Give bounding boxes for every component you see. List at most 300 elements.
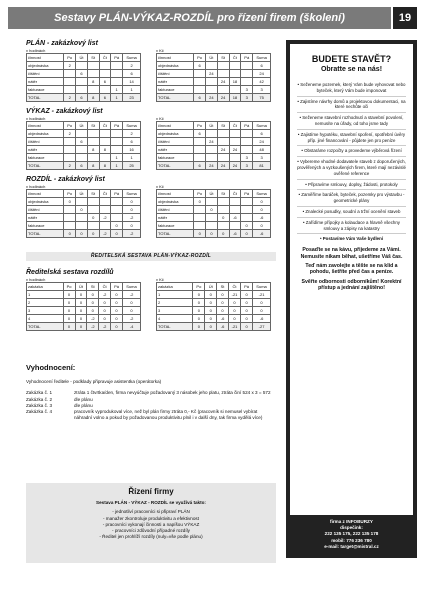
table-cell: 1 [123,154,141,162]
table-cell [111,146,123,154]
table-cell [64,206,76,214]
table-cell [217,86,229,94]
service-item: • Seženeme pozemek, který Vám bude vyhovovat nebo byteček, který Vám bude imponovat [297,80,406,97]
table-cell: 0 [64,198,76,206]
table-cell: 0 [228,315,240,323]
table-cell: 0 [253,206,271,214]
reditelska-table-czk [156,282,271,331]
advert-header [290,44,413,74]
reditelska-section [26,269,271,331]
table-cell [229,70,241,78]
vyhodnoceni-intro: Vyhodnocení ředitele - podklady připravuje asistentka (operátorka) [26,379,162,384]
table-cell: činnost [157,190,194,198]
table-cell: Po [64,122,76,130]
vykaz-section [26,108,271,176]
table-cell: fakturace [27,86,64,94]
table-cell: 6 [99,78,111,86]
table-cell: 8 [87,78,99,86]
table-cell [111,198,123,206]
table-cell [111,130,123,138]
table-cell [76,86,88,94]
table-cell: Út [76,122,88,130]
table-cell: Pá [241,283,253,291]
rizeni-title: Řízení firmy [128,487,174,496]
page-number: 19 [393,7,417,29]
table-cell [241,198,253,206]
table-cell: 2 [123,62,141,70]
table-row [157,154,271,162]
table-cell: 0 [206,230,218,238]
table-cell: 24 [206,138,218,146]
table-cell: nátěr [27,146,64,154]
table-cell: 24 [229,146,241,154]
table-cell: 24 [206,94,218,102]
table-cell [76,154,88,162]
table-cell: Út [206,54,218,62]
table-cell: fakturace [27,222,64,230]
table-cell: 0 [123,198,141,206]
table-cell: 6 [123,138,141,146]
rozdil-unit-czk: v Kč [156,184,164,189]
table-cell: 0 [206,206,218,214]
table-cell: -6 [253,214,271,222]
reditelska-table-hours [26,282,141,331]
table-cell: Pá [111,283,123,291]
table-cell: činnost [157,122,194,130]
table-cell: Čt [99,54,111,62]
table-row [157,307,271,315]
table-cell: 6 [76,162,88,170]
reditelska-banner: ŘEDITELSKÁ SESTAVA PLÁN-VÝKAZ-ROZDÍL [26,252,276,261]
table-row [27,78,141,86]
table-cell: Suma [123,283,141,291]
table-cell [217,206,229,214]
table-cell: -2 [87,315,99,323]
table-row [157,86,271,94]
table-total-row [157,323,271,331]
table-cell: nátěr [27,214,64,222]
table-row [157,62,271,70]
table-cell: Út [206,122,218,130]
table-cell [206,86,218,94]
table-cell: 3 [157,307,193,315]
table-cell: -2 [123,230,141,238]
table-cell [194,206,206,214]
table-cell: 24 [206,70,218,78]
table-cell: čištění [27,70,64,78]
table-cell [99,62,111,70]
vyhodnoceni-value: pracovník vyprodukoval více, než byl plán firmy ztráta 0,- Kč (pracovník si nemusel vybírat náhradní volno a pokud by požadovanou produktivitu plnil i v další dny, tak firma vydělá více) [74,409,263,421]
table-header-row [157,122,271,130]
table-row [157,146,271,154]
reditelska-unit-czk: v Kč [156,277,164,282]
table-cell [111,138,123,146]
table-cell [87,130,99,138]
table-cell: St [87,190,99,198]
vykaz-table-hours [26,121,141,170]
table-cell: TOTAL [157,230,194,238]
table-cell: 0 [123,222,141,230]
table-cell: 0 [217,299,229,307]
table-cell: Suma [253,190,271,198]
service-item: • Obstaráme rozpočty a provedeme výběrová řízení [297,146,406,157]
rozdil-section [26,176,271,244]
table-cell: Pá [111,190,123,198]
table-row [27,307,141,315]
contact-line: mobil: 776 236 780 [331,537,372,543]
table-cell: Suma [253,283,271,291]
table-row [27,62,141,70]
table-cell: 0 [253,307,271,315]
table-cell: 0 [193,315,205,323]
table-cell: 0 [99,299,111,307]
table-cell: Po [63,283,75,291]
table-cell: 0 [75,291,87,299]
table-row [157,299,271,307]
table-total-row [27,94,141,102]
advert-services [297,80,406,244]
table-cell [229,198,241,206]
table-cell: 0 [75,299,87,307]
table-cell: 0 [253,198,271,206]
table-cell: Út [76,54,88,62]
table-cell: Čt [228,283,240,291]
rizeni-line: - pracovníci zdůvodní případné rozdíly [112,528,190,534]
table-cell: 1 [27,291,64,299]
table-cell: St [87,122,99,130]
table-cell: 24 [217,78,229,86]
vyhodnoceni-value: ztráta 1 čtvrtka/den, firma nevyúčtuje požadovaný 3 násobek jeho platu, ztráta činí 524 x 3 = 572 [74,390,271,396]
table-row [157,222,271,230]
table-cell: -2 [99,323,111,331]
table-cell: 0 [241,299,253,307]
table-cell: -6 [217,315,229,323]
table-cell: -21 [253,291,271,299]
table-cell: 1 [111,86,123,94]
table-cell: TOTAL [157,162,194,170]
table-cell: 6 [253,62,271,70]
table-cell: 2 [64,130,76,138]
vykaz-unit-hours: v hodinách [26,116,46,121]
table-cell [229,206,241,214]
plan-section [26,40,271,108]
table-row [157,70,271,78]
table-cell: 0 [87,230,99,238]
table-cell: -6 [217,323,229,331]
plan-tables [26,48,271,102]
table-cell [241,78,253,86]
table-cell [217,62,229,70]
table-cell: 0 [99,307,111,315]
table-cell: 1 [111,154,123,162]
service-item: • Zajistíme hypotéku, stavební spoření, spotřební úvěry příp. jiné financování - půjdete jen pro peníze [297,130,406,147]
table-cell: -2 [99,291,111,299]
table-cell: Čt [229,54,241,62]
vyhodnoceni-title: Vyhodnocení: [26,363,76,372]
table-row [157,214,271,222]
table-cell [194,86,206,94]
table-cell [217,198,229,206]
table-cell: 8 [87,146,99,154]
rozdil-table-czk [156,189,271,238]
rizeni-line: - Ředitel jen prohlíží rozdíly (nuly=vše podle plánu) [99,534,203,540]
table-cell [76,130,88,138]
report-sections [26,40,271,331]
table-cell: 0 [241,323,253,331]
table-cell: 6 [99,94,111,102]
service-item: • Připravíme smlouvy, doplsy, žádosti, protokoly [297,180,406,191]
plan-unit-czk: v Kč [156,48,164,53]
table-row [157,78,271,86]
table-row [27,291,141,299]
reditelska-tables [26,277,271,331]
table-cell: 6 [76,138,88,146]
table-cell: 6 [253,130,271,138]
table-cell: 42 [253,78,271,86]
service-item: • Znalecké posudky, soudní a tržní ocenění staveb [297,207,406,218]
table-cell: 0 [75,323,87,331]
table-cell [99,206,111,214]
header-title: Sestavy PLÁN-VÝKAZ-ROZDÍL pro řízení firem (školení) [8,7,391,29]
table-cell: 0 [217,214,229,222]
table-cell [64,138,76,146]
table-cell [87,138,99,146]
table-cell: 0 [63,323,75,331]
table-cell: Pá [241,54,253,62]
table-cell: 0 [123,307,141,315]
table-cell: 4 [157,315,193,323]
table-cell: 2 [64,162,76,170]
table-row [157,138,271,146]
table-row [27,214,141,222]
table-cell: 0 [111,315,123,323]
table-cell: 3 [241,94,253,102]
table-cell: 1 [123,86,141,94]
table-cell: fakturace [157,222,194,230]
vyhodnoceni-value: dle plánu [74,402,93,408]
table-cell [229,62,241,70]
table-cell: 0 [217,291,229,299]
rozdil-unit-hours: v hodinách [26,184,46,189]
table-total-row [157,94,271,102]
table-cell: 0 [99,315,111,323]
table-cell: 0 [205,299,217,307]
table-cell: 3 [241,86,253,94]
table-cell: 0 [64,230,76,238]
table-cell [99,154,111,162]
table-cell: Pá [241,190,253,198]
table-cell: 0 [253,299,271,307]
rizeni-line: - manažer zkontroluje produktivitu a efektivnost [102,515,199,521]
table-cell [64,154,76,162]
table-cell [217,154,229,162]
table-row [157,198,271,206]
table-cell: 0 [205,307,217,315]
table-cell: 16 [123,146,141,154]
table-cell [76,222,88,230]
table-cell: 3 [253,154,271,162]
table-row [27,138,141,146]
table-cell: 75 [253,94,271,102]
table-cell [111,206,123,214]
table-cell [206,222,218,230]
table-row [27,315,141,323]
table-cell: St [217,283,229,291]
table-cell [99,70,111,78]
table-cell: Pá [241,122,253,130]
advert-contact [290,515,413,554]
service-item: • Postavíme Vám Vaše bydlení [319,236,384,242]
table-cell [229,222,241,230]
contact-line: firma z INFOBURZY [330,518,373,524]
table-cell [99,130,111,138]
table-cell: 18 [229,94,241,102]
table-total-row [157,230,271,238]
table-cell [87,154,99,162]
table-cell: 0 [87,299,99,307]
table-row [157,130,271,138]
table-cell [64,78,76,86]
table-header-row [157,190,271,198]
vyhodnoceni-row [26,409,276,422]
table-cell [241,206,253,214]
table-cell: 0 [123,299,141,307]
rizeni-line: - pracovníci vykonají činnosti a napíšou VÝKAZ [102,521,200,527]
table-cell [111,214,123,222]
table-cell [229,130,241,138]
table-cell: Po [194,54,206,62]
table-cell: fakturace [157,154,194,162]
table-cell: St [217,190,229,198]
table-cell: 3 [27,307,64,315]
table-cell: 8 [99,162,111,170]
vyhodnoceni-key: Zakázka č. 4 [26,409,53,415]
table-cell: 0 [217,307,229,315]
table-cell [206,130,218,138]
table-cell: 6 [123,70,141,78]
table-total-row [27,230,141,238]
table-cell: 2 [157,299,193,307]
vykaz-unit-czk: v Kč [156,116,164,121]
table-cell: 6 [194,130,206,138]
reditelska-title: Ředitelská sestava rozdílů [26,269,114,276]
table-cell: 8 [99,146,111,154]
table-cell [206,78,218,86]
table-cell: Út [75,283,87,291]
table-cell: Pá [111,54,123,62]
contact-line: e-mail: target@mistral.cz [324,543,379,549]
table-cell: Po [64,54,76,62]
table-cell: 6 [194,94,206,102]
table-cell [76,214,88,222]
table-cell: -6 [253,315,271,323]
service-item: • Zajistíme návrhy domů a projektovou dokumentaci, na které nechůte oči [297,97,406,114]
table-cell: 0 [205,323,217,331]
table-cell: 0 [228,299,240,307]
table-cell: Čt [99,283,111,291]
table-cell: čištění [157,70,194,78]
table-cell: -27 [253,323,271,331]
table-cell: nátěr [157,146,194,154]
table-cell: 8 [87,94,99,102]
table-cell: 4 [27,315,64,323]
table-cell: čištění [157,206,194,214]
table-cell [206,62,218,70]
vyhodnoceni-body [26,379,276,422]
advert-call-3: Svěřte odbornosti odborníkům! Korektní přístup a jednání zajištěno! [301,278,402,292]
table-cell: objednávka [157,198,194,206]
table-row [27,222,141,230]
table-cell: 0 [76,206,88,214]
table-cell: St [87,283,99,291]
table-cell [111,70,123,78]
table-row [157,291,271,299]
table-cell [99,86,111,94]
table-cell: 25 [123,162,141,170]
table-total-row [27,323,141,331]
table-cell: 24 [253,70,271,78]
table-cell: Po [64,190,76,198]
table-cell: -2 [123,214,141,222]
table-cell [194,154,206,162]
table-cell: 48 [253,146,271,154]
table-row [27,70,141,78]
reditelska-unit-hours: v hodinách [26,277,46,282]
table-cell: 0 [76,230,88,238]
service-item: • Seženeme stavební rozhodnutí a stavební povolení, nemusíte na úřady, od toho jsme tady [297,113,406,130]
table-cell [206,198,218,206]
table-cell: 24 [229,162,241,170]
table-cell: zakázka [157,283,193,291]
advert-subtitle: Obratte se na nás! [320,66,383,73]
table-cell [194,70,206,78]
table-cell: 0 [75,307,87,315]
table-header-row [27,54,141,62]
table-header-row [157,54,271,62]
table-cell: 24 [217,94,229,102]
table-row [27,146,141,154]
rizeni-line: Sestava PLÁN - VÝKAZ - ROZDÍL se využívá takto: [96,500,206,505]
table-cell: Suma [253,54,271,62]
table-cell: 0 [63,299,75,307]
table-row [27,154,141,162]
rozdil-title: ROZDÍL - zakázkový list [26,176,105,183]
table-cell: TOTAL [157,323,193,331]
table-cell: Po [193,283,205,291]
table-row [157,206,271,214]
table-cell [64,214,76,222]
table-row [27,299,141,307]
table-cell: 0 [217,230,229,238]
table-cell: 0 [111,230,123,238]
table-cell [229,154,241,162]
table-cell: 24 [217,162,229,170]
table-cell: 6 [194,62,206,70]
table-cell: 0 [87,291,99,299]
table-cell: Čt [99,122,111,130]
table-cell: objednávka [27,130,64,138]
table-cell [229,86,241,94]
table-cell [64,146,76,154]
table-row [27,206,141,214]
table-cell: Suma [123,190,141,198]
table-cell: činnost [27,54,64,62]
table-cell [206,146,218,154]
table-cell: -2 [123,291,141,299]
table-cell: Čt [229,190,241,198]
table-cell: Út [76,190,88,198]
advert-call-1: Posaďte se na kávu, přijedeme za Vámi. Nemusíte nikam běhat, ušetříme Váš čas. [300,247,403,260]
